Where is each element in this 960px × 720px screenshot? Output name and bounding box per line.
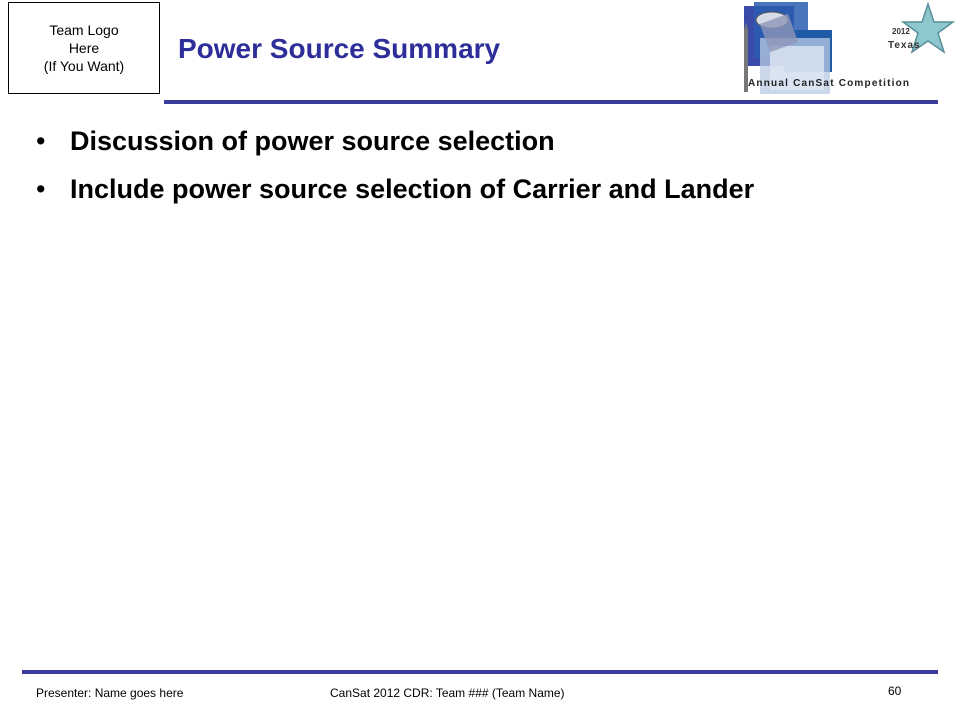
bullet-text: Include power source selection of Carrier and Lander [70,174,755,204]
logo-state: Texas [888,40,921,51]
bullet-list [36,117,754,213]
logo-competition-name: Annual CanSat Competition [748,78,911,89]
slide-title: Power Source Summary [178,33,501,64]
bullet-item [36,117,754,165]
footer-title: CanSat 2012 CDR: Team ### (Team Name) [330,686,565,700]
footer-divider [22,670,938,674]
header-divider [164,100,938,104]
footer-presenter: Presenter: Name goes here [36,686,184,700]
bullet-dot: • [36,174,46,204]
team-logo-line-1: Team Logo [49,22,119,38]
team-logo-line-2: Here [68,40,100,56]
page-number: 60 [888,684,902,698]
logo-year: 2012 [892,27,910,36]
competition-logo [740,0,956,96]
bullet-dot: • [36,126,46,156]
bullet-text: Discussion of power source selection [70,126,555,156]
team-logo-line-3: (If You Want) [43,58,125,74]
team-logo-placeholder [8,2,160,94]
bullet-item [36,165,754,213]
